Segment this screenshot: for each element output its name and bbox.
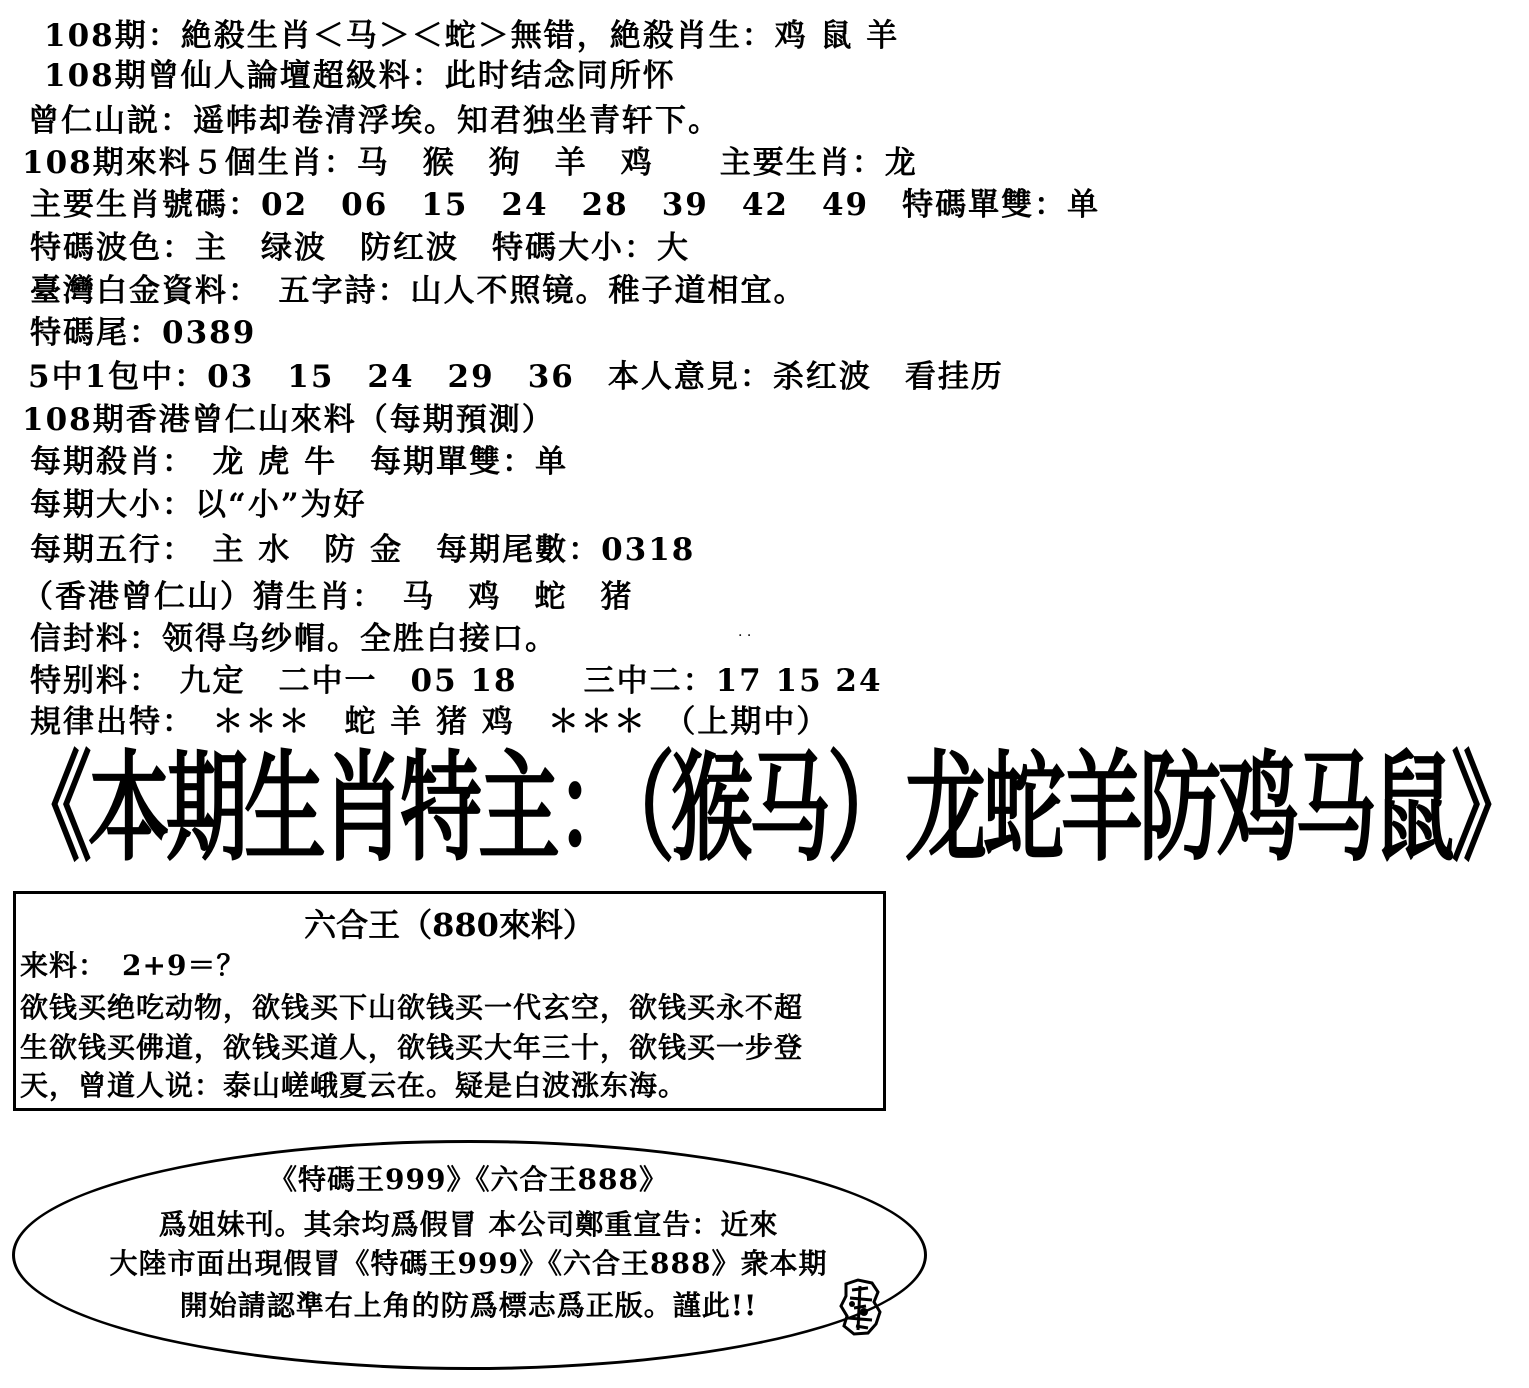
line-10: 108期香港曾仁山來料（每期預測） xyxy=(22,402,555,438)
box-line-3: 生欲钱买佛道，欲钱买道人，欲钱买大年三十，欲钱买一步登 xyxy=(20,1031,804,1064)
line-5: 主要生肖號碼：02 06 15 24 28 39 42 49 特碼單雙：单 xyxy=(30,187,1101,223)
line-16: 特别料： 九定 二中一 05 18 三中二：17 15 24 xyxy=(30,663,883,699)
line-14: （香港曾仁山）猜生肖： 马 鸡 蛇 猪 xyxy=(22,579,634,615)
line-8: 特碼尾：0389 xyxy=(30,315,257,351)
main-headline: 《本期生肖特主：（猴马）龙蛇羊防鸡马鼠》 xyxy=(10,740,1529,879)
line-3: 曾仁山説：遥帏却卷清浮埃。知君独坐青轩下。 xyxy=(28,103,721,139)
line-1: 108期：絶殺生肖＜马＞＜蛇＞無错，絶殺肖生：鸡 鼠 羊 xyxy=(44,18,900,54)
line-2: 108期曾仙人論壇超級料：此时结念同所怀 xyxy=(44,58,676,94)
speck-marks: · · xyxy=(738,628,752,644)
line-12: 每期大小：以“小”为好 xyxy=(30,487,367,523)
line-9: 5中1包中：03 15 24 29 36 本人意見：杀红波 看挂历 xyxy=(28,359,1004,395)
line-11: 每期殺肖： 龙 虎 牛 每期單雙：单 xyxy=(30,444,569,480)
line-7: 臺灣白金資料： 五字詩：山人不照镜。稚子道相宜。 xyxy=(30,273,807,309)
box-line-4: 天，曾道人说：泰山嵯峨夏云在。疑是白波涨东海。 xyxy=(20,1069,688,1102)
line-13: 每期五行： 主 水 防 金 每期尾數：0318 xyxy=(30,532,696,568)
box-line-2: 欲钱买绝吃动物，欲钱买下山欲钱买一代玄空，欲钱买永不超 xyxy=(20,991,804,1024)
liuhe-box xyxy=(13,891,886,1111)
line-4: 108期來料５個生肖：马 猴 狗 羊 鸡 主要生肖：龙 xyxy=(22,145,918,181)
line-6: 特碼波色：主 绿波 防红波 特碼大小：大 xyxy=(30,230,690,266)
notice-line-3: 大陸市面出現假冒《特碼王999》《六合王888》衆本期 xyxy=(109,1247,828,1280)
line-15: 信封料：领得乌纱帽。全胜白接口。 xyxy=(30,621,558,657)
box-title: 六合王（880來料） xyxy=(304,906,595,944)
box-line-1: 来料： 2+9＝？ xyxy=(20,949,246,982)
line-17: 規律出特： ＊＊＊ 蛇 羊 猪 鸡 ＊＊＊ （上期中） xyxy=(30,704,830,740)
notice-line-4: 開始請認準右上角的防爲標志爲正版。謹此!! xyxy=(179,1289,758,1322)
notice-line-2: 爲姐妹刊。其余均爲假冒 本公司鄭重宣告：近來 xyxy=(158,1208,779,1241)
notice-line-1: 《特碼王999》《六合王888》 xyxy=(269,1163,668,1196)
seal-stamp-icon xyxy=(838,1278,884,1336)
